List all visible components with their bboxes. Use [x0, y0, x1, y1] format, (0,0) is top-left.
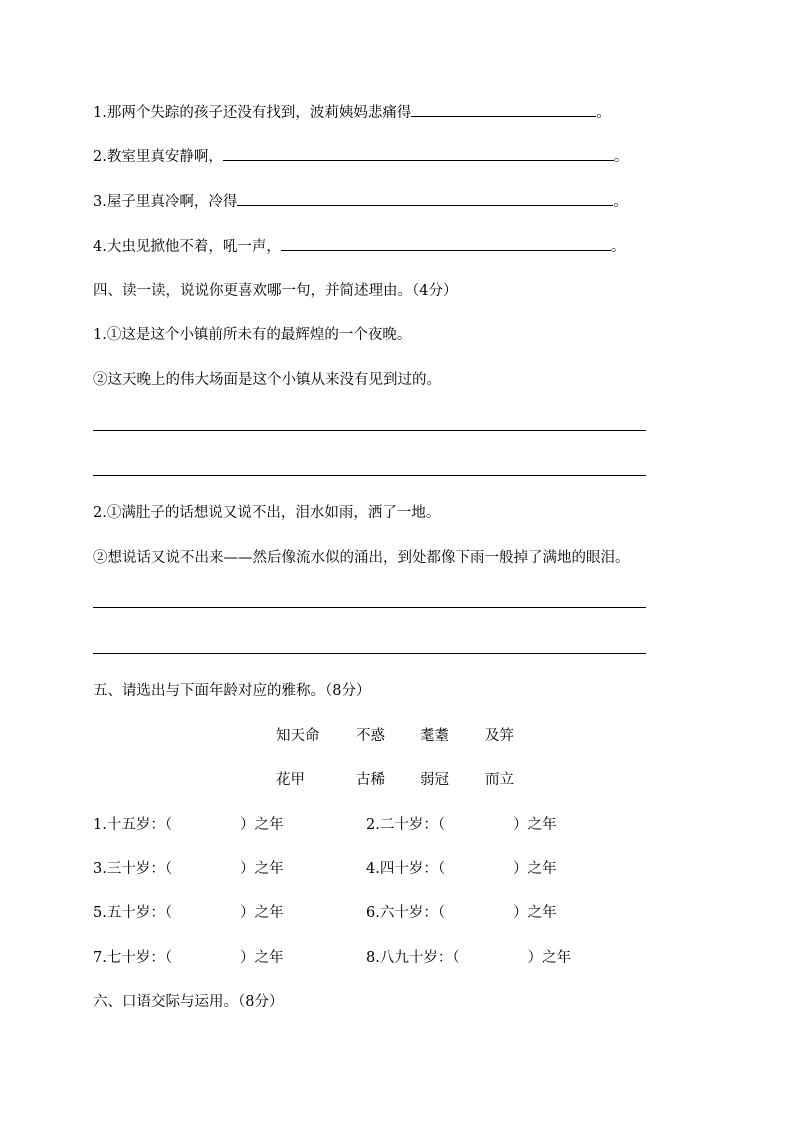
fill-item-end: 。	[613, 194, 628, 210]
age-suffix: ）之年	[240, 817, 284, 833]
age-item-7	[93, 948, 284, 968]
age-label: 2.二十岁：（	[366, 817, 446, 833]
section5-heading: 五、请选出与下面年龄对应的雅称。（8分）	[93, 683, 371, 699]
word-option: 不惑	[356, 728, 385, 744]
age-item-5	[93, 903, 284, 923]
fill-item-text: 4.大虫见掀他不着，吼一声，	[93, 239, 281, 255]
age-suffix: ）之年	[240, 905, 284, 921]
fill-item-end: 。	[610, 239, 626, 255]
age-suffix: ）之年	[513, 861, 557, 877]
section4-q2-sentence-b: ②想说话又说不出来——然后像流水似的涌出，到处都像下雨一般掉了满地的眼泪。	[93, 550, 630, 566]
age-label: 3.三十岁：（	[93, 861, 173, 877]
answer-blank[interactable]	[411, 102, 596, 117]
age-item-3	[93, 859, 284, 879]
section6-heading: 六、口语交际与运用。（8分）	[93, 994, 284, 1010]
fill-item-end: 。	[613, 149, 629, 165]
fill-item-2	[93, 146, 628, 167]
age-item-6	[366, 903, 557, 923]
answer-line[interactable]	[93, 607, 646, 608]
section4-heading: 四、读一读，说说你更喜欢哪一句，并简述理由。（4分）	[93, 283, 458, 299]
answer-line[interactable]	[93, 430, 646, 431]
word-option: 耄耋	[420, 728, 449, 744]
answer-line[interactable]	[93, 653, 646, 654]
age-item-8	[366, 948, 571, 968]
age-label: 1.十五岁：（	[93, 817, 173, 833]
age-suffix: ）之年	[240, 861, 284, 877]
word-option: 古稀	[356, 772, 385, 788]
word-option: 弱冠	[420, 772, 449, 788]
answer-line[interactable]	[93, 475, 646, 476]
age-suffix: ）之年	[513, 817, 557, 833]
age-label: 6.六十岁：（	[366, 905, 446, 921]
word-option: 而立	[485, 772, 514, 788]
fill-item-1	[93, 102, 611, 123]
age-suffix: ）之年	[240, 950, 284, 966]
fill-item-4	[93, 236, 625, 257]
fill-item-text: 3.屋子里真冷啊，冷得	[93, 194, 238, 210]
fill-item-end: 。	[596, 105, 611, 121]
age-item-4	[366, 859, 557, 879]
age-suffix: ）之年	[527, 950, 572, 966]
section4-q2-sentence-a: 2.①满肚子的话想说又说不出，泪水如雨，洒了一地。	[93, 505, 441, 521]
age-item-1	[93, 815, 284, 835]
section4-q1-sentence-a: 1.①这是这个小镇前所未有的最辉煌的一个夜晚。	[93, 327, 412, 343]
word-option: 知天命	[276, 728, 320, 744]
fill-item-3	[93, 191, 628, 212]
fill-item-text: 2.教室里真安静啊，	[93, 149, 223, 165]
fill-item-text: 1.那两个失踪的孩子还没有找到，波莉姨妈悲痛得	[93, 105, 412, 121]
word-option: 花甲	[276, 772, 305, 788]
age-label: 7.七十岁：（	[93, 950, 173, 966]
age-label: 5.五十岁：（	[93, 905, 173, 921]
answer-blank[interactable]	[223, 146, 614, 161]
answer-blank[interactable]	[237, 191, 613, 206]
word-option: 及笄	[485, 728, 514, 744]
age-suffix: ）之年	[513, 905, 557, 921]
section4-q1-sentence-b: ②这天晚上的伟大场面是这个小镇从来没有见到过的。	[93, 372, 441, 388]
answer-blank[interactable]	[281, 236, 611, 251]
age-label: 4.四十岁：（	[366, 861, 446, 877]
age-label: 8.八九十岁：（	[366, 950, 460, 966]
age-item-2	[366, 815, 557, 835]
